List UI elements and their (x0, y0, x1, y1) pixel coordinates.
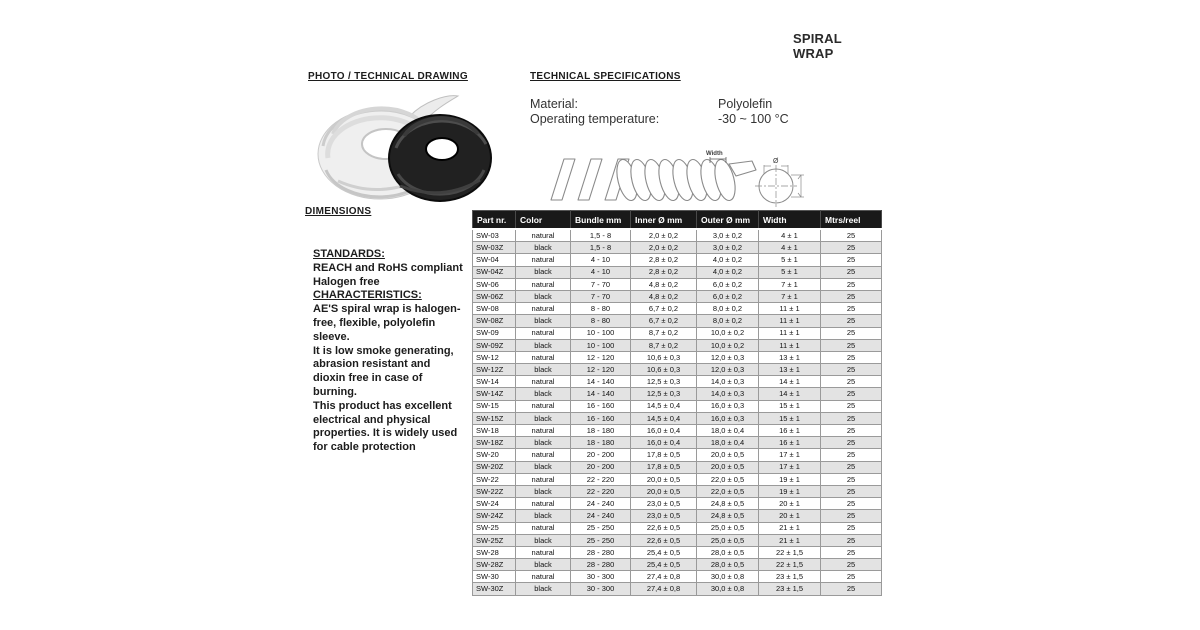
table-cell: natural (516, 473, 571, 485)
table-cell: 17,8 ± 0,5 (631, 449, 697, 461)
table-cell: 25 (821, 303, 882, 315)
table-cell: 24 - 240 (571, 510, 631, 522)
notes-line: AE'S spiral wrap is halogen- (313, 303, 461, 316)
table-cell: SW-08Z (473, 315, 516, 327)
table-cell: 22,6 ± 0,5 (631, 534, 697, 546)
table-cell: 25 (821, 351, 882, 363)
technical-specifications (530, 97, 789, 126)
notes-line: This product has excellent (313, 399, 452, 412)
table-cell: natural (516, 278, 571, 290)
table-row (473, 571, 882, 583)
table-cell: 19 ± 1 (759, 473, 821, 485)
table-cell: 12 - 120 (571, 364, 631, 376)
table-cell: 16,0 ± 0,3 (697, 400, 759, 412)
table-cell: SW-20 (473, 449, 516, 461)
table-cell: 8 - 80 (571, 303, 631, 315)
table-cell: 14,5 ± 0,4 (631, 412, 697, 424)
table-row (473, 290, 882, 302)
table-cell: 20 ± 1 (759, 498, 821, 510)
table-cell: 14,0 ± 0,3 (697, 376, 759, 388)
table-cell: 1,5 - 8 (571, 229, 631, 242)
table-cell: 25,4 ± 0,5 (631, 546, 697, 558)
table-row (473, 559, 882, 571)
table-cell: 4,0 ± 0,2 (697, 266, 759, 278)
table-cell: natural (516, 498, 571, 510)
table-cell: 12,0 ± 0,3 (697, 364, 759, 376)
table-cell: 25 (821, 339, 882, 351)
table-cell: black (516, 364, 571, 376)
table-cell: SW-06 (473, 278, 516, 290)
table-cell: 22 ± 1,5 (759, 559, 821, 571)
table-cell: 6,7 ± 0,2 (631, 303, 697, 315)
table-cell: 17,8 ± 0,5 (631, 461, 697, 473)
table-cell: SW-30Z (473, 583, 516, 595)
table-row (473, 303, 882, 315)
table-cell: 30 - 300 (571, 571, 631, 583)
temperature-label: Operating temperature: (530, 111, 660, 126)
table-cell: 28,0 ± 0,5 (697, 546, 759, 558)
dimensions-section-heading: DIMENSIONS (305, 206, 372, 217)
table-cell: SW-03 (473, 229, 516, 242)
table-cell: natural (516, 425, 571, 437)
table-cell: 25 (821, 388, 882, 400)
table-cell: natural (516, 254, 571, 266)
table-cell: 25 (821, 485, 882, 497)
table-cell: 18,0 ± 0,4 (697, 437, 759, 449)
table-cell: 16 - 160 (571, 400, 631, 412)
table-header-cell: Bundle mm (571, 211, 631, 230)
table-cell: SW-06Z (473, 290, 516, 302)
diameter-icon: Ø (773, 158, 779, 165)
notes-line: for cable protection (313, 441, 416, 454)
table-cell: natural (516, 449, 571, 461)
table-header-cell: Part nr. (473, 211, 516, 230)
dimensions-table (472, 210, 882, 596)
table-cell: 27,4 ± 0,8 (631, 571, 697, 583)
table-cell: 4,0 ± 0,2 (697, 254, 759, 266)
table-cell: 15 ± 1 (759, 412, 821, 424)
table-cell: 25 (821, 412, 882, 424)
table-cell: 25 (821, 425, 882, 437)
table-cell: 16,0 ± 0,4 (631, 425, 697, 437)
table-cell: black (516, 583, 571, 595)
table-cell: 2,0 ± 0,2 (631, 229, 697, 242)
table-cell: 20 ± 1 (759, 510, 821, 522)
table-cell: 8 - 80 (571, 315, 631, 327)
table-cell: 18,0 ± 0,4 (697, 425, 759, 437)
table-cell: 4,8 ± 0,2 (631, 290, 697, 302)
table-cell: black (516, 461, 571, 473)
table-cell: 10,6 ± 0,3 (631, 364, 697, 376)
table-cell: black (516, 266, 571, 278)
table-cell: SW-28 (473, 546, 516, 558)
table-cell: 21 ± 1 (759, 534, 821, 546)
table-cell: natural (516, 303, 571, 315)
table-row (473, 412, 882, 424)
table-cell: 25 (821, 583, 882, 595)
table-cell: black (516, 485, 571, 497)
table-cell: 23 ± 1,5 (759, 571, 821, 583)
table-cell: 8,0 ± 0,2 (697, 315, 759, 327)
table-cell: 28 - 280 (571, 546, 631, 558)
notes-line: free, flexible, polyolefin (313, 316, 436, 329)
table-cell: 14 ± 1 (759, 388, 821, 400)
table-cell: 2,8 ± 0,2 (631, 266, 697, 278)
table-cell: 6,7 ± 0,2 (631, 315, 697, 327)
specs-section-heading: TECHNICAL SPECIFICATIONS (530, 71, 681, 82)
table-cell: 10,0 ± 0,2 (697, 339, 759, 351)
table-cell: 5 ± 1 (759, 254, 821, 266)
table-cell: 16 ± 1 (759, 425, 821, 437)
table-cell: SW-22 (473, 473, 516, 485)
table-cell: natural (516, 400, 571, 412)
table-row (473, 583, 882, 595)
table-cell: SW-22Z (473, 485, 516, 497)
table-cell: 8,7 ± 0,2 (631, 339, 697, 351)
table-row (473, 229, 882, 242)
table-cell: 14 - 140 (571, 388, 631, 400)
table-cell: 2,8 ± 0,2 (631, 254, 697, 266)
notes-line: electrical and physical (313, 413, 431, 426)
table-cell: 7 - 70 (571, 278, 631, 290)
table-cell: 25 (821, 254, 882, 266)
table-cell: SW-03Z (473, 242, 516, 254)
table-cell: 6,0 ± 0,2 (697, 278, 759, 290)
table-row (473, 510, 882, 522)
table-row (473, 546, 882, 558)
table-row (473, 388, 882, 400)
table-cell: 11 ± 1 (759, 327, 821, 339)
table-row (473, 498, 882, 510)
table-cell: 10 - 100 (571, 327, 631, 339)
table-cell: 23,0 ± 0,5 (631, 498, 697, 510)
table-row (473, 266, 882, 278)
page-title: SPIRAL WRAP (793, 31, 842, 61)
table-cell: 14,5 ± 0,4 (631, 400, 697, 412)
table-header-cell: Outer Ø mm (697, 211, 759, 230)
table-cell: 23 ± 1,5 (759, 583, 821, 595)
table-cell: 30,0 ± 0,8 (697, 571, 759, 583)
table-cell: 19 ± 1 (759, 485, 821, 497)
table-cell: 25 - 250 (571, 522, 631, 534)
table-cell: 24 - 240 (571, 498, 631, 510)
table-row (473, 425, 882, 437)
table-cell: 12 - 120 (571, 351, 631, 363)
table-cell: 12,0 ± 0,3 (697, 351, 759, 363)
table-cell: 22 - 220 (571, 473, 631, 485)
table-cell: black (516, 242, 571, 254)
table-cell: natural (516, 229, 571, 242)
table-cell: 11 ± 1 (759, 315, 821, 327)
table-cell: 4,8 ± 0,2 (631, 278, 697, 290)
table-cell: 11 ± 1 (759, 303, 821, 315)
table-cell: 25,0 ± 0,5 (697, 534, 759, 546)
table-cell: SW-12Z (473, 364, 516, 376)
table-cell: natural (516, 522, 571, 534)
table-cell: SW-30 (473, 571, 516, 583)
table-cell: 25 (821, 461, 882, 473)
table-cell: natural (516, 327, 571, 339)
table-cell: black (516, 534, 571, 546)
table-cell: 13 ± 1 (759, 351, 821, 363)
table-cell: 25 (821, 290, 882, 302)
table-cell: black (516, 559, 571, 571)
table-cell: 30,0 ± 0,8 (697, 583, 759, 595)
material-value: Polyolefin (718, 97, 773, 111)
table-cell: 16,0 ± 0,4 (631, 437, 697, 449)
table-cell: 25 (821, 266, 882, 278)
table-cell: natural (516, 376, 571, 388)
table-cell: 20 - 200 (571, 461, 631, 473)
table-cell: 12,5 ± 0,3 (631, 388, 697, 400)
table-cell: SW-09Z (473, 339, 516, 351)
table-cell: 21 ± 1 (759, 522, 821, 534)
notes-block (313, 248, 468, 455)
table-cell: natural (516, 571, 571, 583)
temperature-row (530, 112, 789, 127)
table-cell: 14 ± 1 (759, 376, 821, 388)
material-label: Material: (530, 97, 578, 111)
table-row (473, 400, 882, 412)
table-cell: 1,5 - 8 (571, 242, 631, 254)
table-cell: 20,0 ± 0,5 (697, 461, 759, 473)
table-cell: 25 (821, 522, 882, 534)
table-cell: 30 - 300 (571, 583, 631, 595)
table-cell: SW-09 (473, 327, 516, 339)
notes-line: burning. (313, 385, 357, 398)
table-cell: 25 (821, 559, 882, 571)
table-cell: natural (516, 546, 571, 558)
table-cell: 17 ± 1 (759, 461, 821, 473)
table-cell: 4 ± 1 (759, 229, 821, 242)
table-cell: 23,0 ± 0,5 (631, 510, 697, 522)
table-cell: 14 - 140 (571, 376, 631, 388)
table-cell: SW-18 (473, 425, 516, 437)
table-cell: SW-08 (473, 303, 516, 315)
table-cell: 25 (821, 400, 882, 412)
table-header-cell: Inner Ø mm (631, 211, 697, 230)
table-cell: 22 ± 1,5 (759, 546, 821, 558)
table-row (473, 376, 882, 388)
table-header-row (473, 211, 882, 230)
temperature-value: -30 ~ 100 °C (718, 111, 789, 126)
table-cell: 10,6 ± 0,3 (631, 351, 697, 363)
table-cell: SW-28Z (473, 559, 516, 571)
table-cell: 25 (821, 327, 882, 339)
table-cell: black (516, 437, 571, 449)
table-row (473, 461, 882, 473)
table-header-cell: Mtrs/reel (821, 211, 882, 230)
table-cell: 25 (821, 498, 882, 510)
table-cell: 25 (821, 449, 882, 461)
table-cell: 11 ± 1 (759, 339, 821, 351)
table-cell: SW-20Z (473, 461, 516, 473)
cross-section-drawing (755, 165, 804, 207)
table-cell: SW-14 (473, 376, 516, 388)
table-cell: 25 - 250 (571, 534, 631, 546)
table-cell: SW-25Z (473, 534, 516, 546)
table-cell: 4 - 10 (571, 254, 631, 266)
table-row (473, 278, 882, 290)
table-cell: 25 (821, 571, 882, 583)
table-cell: 16 ± 1 (759, 437, 821, 449)
table-cell: 25 (821, 473, 882, 485)
table-row (473, 327, 882, 339)
table-cell: 22 - 220 (571, 485, 631, 497)
material-row (530, 97, 789, 112)
table-header-cell: Color (516, 211, 571, 230)
table-cell: 20,0 ± 0,5 (697, 449, 759, 461)
notes-line: CHARACTERISTICS: (313, 289, 422, 302)
table-cell: SW-25 (473, 522, 516, 534)
table-cell: 25 (821, 546, 882, 558)
notes-line: It is low smoke generating, (313, 344, 454, 357)
table-cell: black (516, 339, 571, 351)
table-row (473, 473, 882, 485)
product-photo (298, 86, 493, 211)
table-cell: 25,4 ± 0,5 (631, 559, 697, 571)
table-row (473, 449, 882, 461)
table-cell: SW-04 (473, 254, 516, 266)
table-row (473, 242, 882, 254)
table-cell: 25 (821, 437, 882, 449)
table-cell: 17 ± 1 (759, 449, 821, 461)
table-cell: 25 (821, 376, 882, 388)
table-cell: 3,0 ± 0,2 (697, 242, 759, 254)
table-cell: 4 - 10 (571, 266, 631, 278)
notes-line: Halogen free (313, 275, 380, 288)
table-cell: 25 (821, 315, 882, 327)
notes-line: properties. It is widely used (313, 427, 458, 440)
spec-table-body (473, 229, 882, 595)
table-row (473, 351, 882, 363)
table-cell: SW-04Z (473, 266, 516, 278)
table-row (473, 315, 882, 327)
table-cell: 20,0 ± 0,5 (631, 473, 697, 485)
table-cell: black (516, 388, 571, 400)
notes-line: STANDARDS: (313, 248, 385, 260)
table-cell: 25 (821, 364, 882, 376)
table-row (473, 339, 882, 351)
table-cell: 8,0 ± 0,2 (697, 303, 759, 315)
notes-line: REACH and RoHS compliant (313, 261, 463, 274)
table-row (473, 534, 882, 546)
table-cell: 4 ± 1 (759, 242, 821, 254)
table-cell: 3,0 ± 0,2 (697, 229, 759, 242)
table-cell: SW-24 (473, 498, 516, 510)
table-cell: 15 ± 1 (759, 400, 821, 412)
table-cell: 13 ± 1 (759, 364, 821, 376)
table-cell: 20,0 ± 0,5 (631, 485, 697, 497)
table-cell: 5 ± 1 (759, 266, 821, 278)
black-coil (389, 115, 491, 201)
table-cell: 7 ± 1 (759, 278, 821, 290)
table-cell: black (516, 412, 571, 424)
table-cell: 28 - 280 (571, 559, 631, 571)
table-cell: SW-15Z (473, 412, 516, 424)
table-cell: SW-14Z (473, 388, 516, 400)
table-cell: 6,0 ± 0,2 (697, 290, 759, 302)
table-cell: 16,0 ± 0,3 (697, 412, 759, 424)
table-cell: 2,0 ± 0,2 (631, 242, 697, 254)
notes-line: dioxin free in case of (313, 372, 423, 385)
table-cell: 25 (821, 278, 882, 290)
table-cell: 12,5 ± 0,3 (631, 376, 697, 388)
table-cell: 25 (821, 242, 882, 254)
table-cell: 14,0 ± 0,3 (697, 388, 759, 400)
table-cell: black (516, 315, 571, 327)
table-cell: 22,0 ± 0,5 (697, 473, 759, 485)
width-label: Width (706, 151, 723, 157)
table-cell: 22,6 ± 0,5 (631, 522, 697, 534)
table-cell: natural (516, 351, 571, 363)
table-cell: 22,0 ± 0,5 (697, 485, 759, 497)
table-cell: 16 - 160 (571, 412, 631, 424)
table-cell: 7 ± 1 (759, 290, 821, 302)
table-cell: 25,0 ± 0,5 (697, 522, 759, 534)
table-cell: 10,0 ± 0,2 (697, 327, 759, 339)
table-cell: 24,8 ± 0,5 (697, 510, 759, 522)
table-cell: 8,7 ± 0,2 (631, 327, 697, 339)
spiral-wrap-drawing (545, 148, 835, 210)
table-cell: 25 (821, 229, 882, 242)
table-cell: 7 - 70 (571, 290, 631, 302)
table-cell: 20 - 200 (571, 449, 631, 461)
table-row (473, 522, 882, 534)
table-cell: 10 - 100 (571, 339, 631, 351)
table-cell: 18 - 180 (571, 425, 631, 437)
table-header-cell: Width (759, 211, 821, 230)
table-cell: 28,0 ± 0,5 (697, 559, 759, 571)
table-cell: SW-15 (473, 400, 516, 412)
table-cell: 25 (821, 510, 882, 522)
table-row (473, 437, 882, 449)
notes-line: sleeve. (313, 330, 350, 343)
photo-section-heading: PHOTO / TECHNICAL DRAWING (308, 71, 468, 82)
table-cell: SW-18Z (473, 437, 516, 449)
table-cell: 25 (821, 534, 882, 546)
table-cell: black (516, 290, 571, 302)
table-row (473, 254, 882, 266)
table-cell: SW-24Z (473, 510, 516, 522)
table-row (473, 485, 882, 497)
table-cell: SW-12 (473, 351, 516, 363)
table-cell: black (516, 510, 571, 522)
table-cell: 27,4 ± 0,8 (631, 583, 697, 595)
table-cell: 18 - 180 (571, 437, 631, 449)
notes-line: abrasion resistant and (313, 358, 431, 371)
table-row (473, 364, 882, 376)
table-cell: 24,8 ± 0,5 (697, 498, 759, 510)
